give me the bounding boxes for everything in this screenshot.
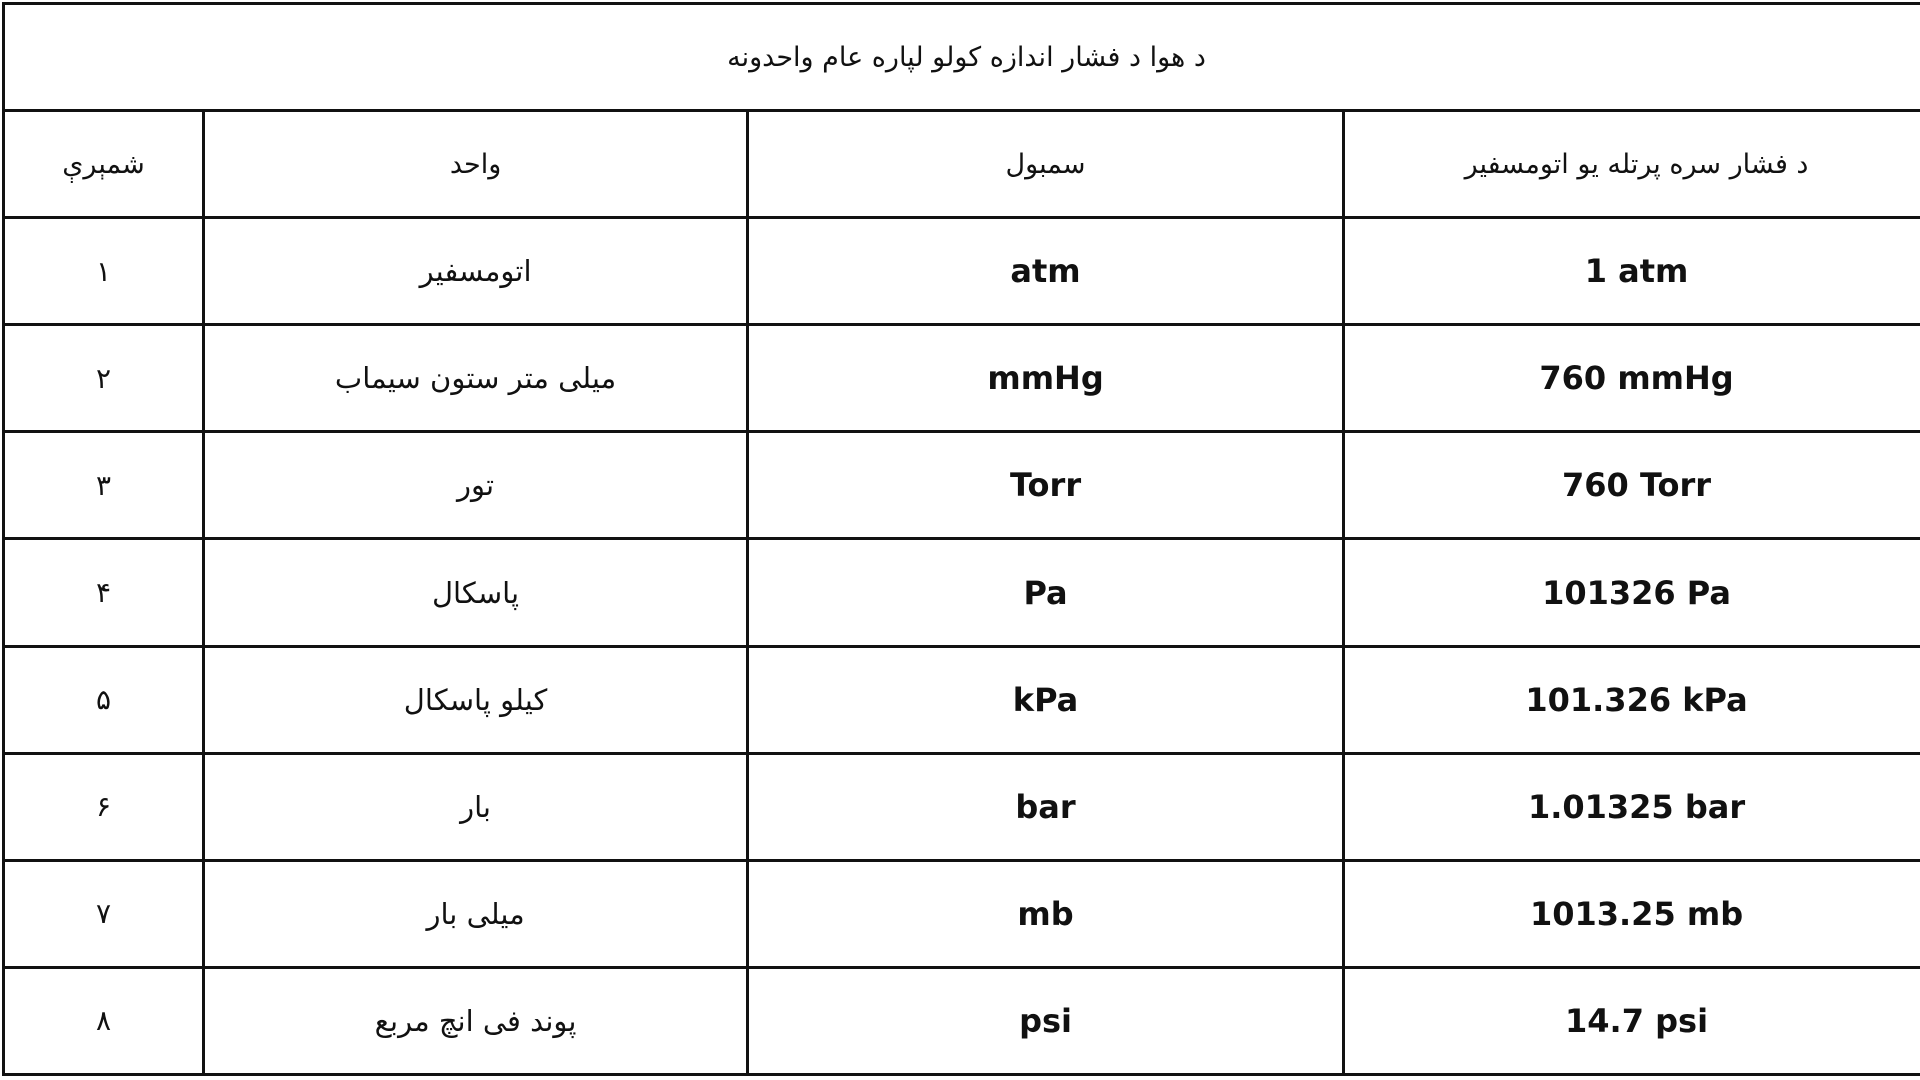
table-row: [4, 218, 1920, 325]
header-number: شمېرې: [4, 111, 204, 218]
cell-unit: پوند فی انچ مربع: [204, 967, 748, 1074]
table-row: [4, 325, 1920, 432]
cell-number: ۲: [4, 325, 204, 432]
cell-symbol: kPa: [748, 646, 1344, 753]
table-row: [4, 860, 1920, 967]
cell-symbol: mb: [748, 860, 1344, 967]
cell-unit: پاسکال: [204, 539, 748, 646]
cell-value: 760 mmHg: [1344, 325, 1920, 432]
cell-unit: بار: [204, 753, 748, 860]
cell-symbol: bar: [748, 753, 1344, 860]
table-row: [4, 539, 1920, 646]
table-title-row: [4, 4, 1920, 111]
cell-number: ۷: [4, 860, 204, 967]
cell-number: ۶: [4, 753, 204, 860]
cell-value: 1.01325 bar: [1344, 753, 1920, 860]
cell-unit: تور: [204, 432, 748, 539]
cell-symbol: Pa: [748, 539, 1344, 646]
cell-number: ۸: [4, 967, 204, 1074]
cell-symbol: psi: [748, 967, 1344, 1074]
pressure-units-table: [2, 2, 1920, 1076]
table-title: د هوا د فشار اندازه کولو لپاره عام واحدونه: [4, 4, 1920, 111]
cell-value: 1 atm: [1344, 218, 1920, 325]
cell-unit: اتومسفیر: [204, 218, 748, 325]
header-symbol: سمبول: [748, 111, 1344, 218]
cell-number: ۱: [4, 218, 204, 325]
cell-unit: کیلو پاسکال: [204, 646, 748, 753]
header-unit: واحد: [204, 111, 748, 218]
cell-number: ۴: [4, 539, 204, 646]
table-row: [4, 646, 1920, 753]
cell-number: ۳: [4, 432, 204, 539]
cell-unit: میلی متر ستون سیماب: [204, 325, 748, 432]
cell-value: 760 Torr: [1344, 432, 1920, 539]
cell-unit: میلی بار: [204, 860, 748, 967]
cell-value: 101.326 kPa: [1344, 646, 1920, 753]
cell-symbol: Torr: [748, 432, 1344, 539]
cell-number: ۵: [4, 646, 204, 753]
cell-symbol: mmHg: [748, 325, 1344, 432]
table-row: [4, 967, 1920, 1074]
cell-value: 14.7 psi: [1344, 967, 1920, 1074]
table-header-row: [4, 111, 1920, 218]
cell-value: 101326 Pa: [1344, 539, 1920, 646]
header-value: د فشار سره پرتله یو اتومسفیر: [1344, 111, 1920, 218]
cell-symbol: atm: [748, 218, 1344, 325]
cell-value: 1013.25 mb: [1344, 860, 1920, 967]
table-row: [4, 753, 1920, 860]
table-row: [4, 432, 1920, 539]
